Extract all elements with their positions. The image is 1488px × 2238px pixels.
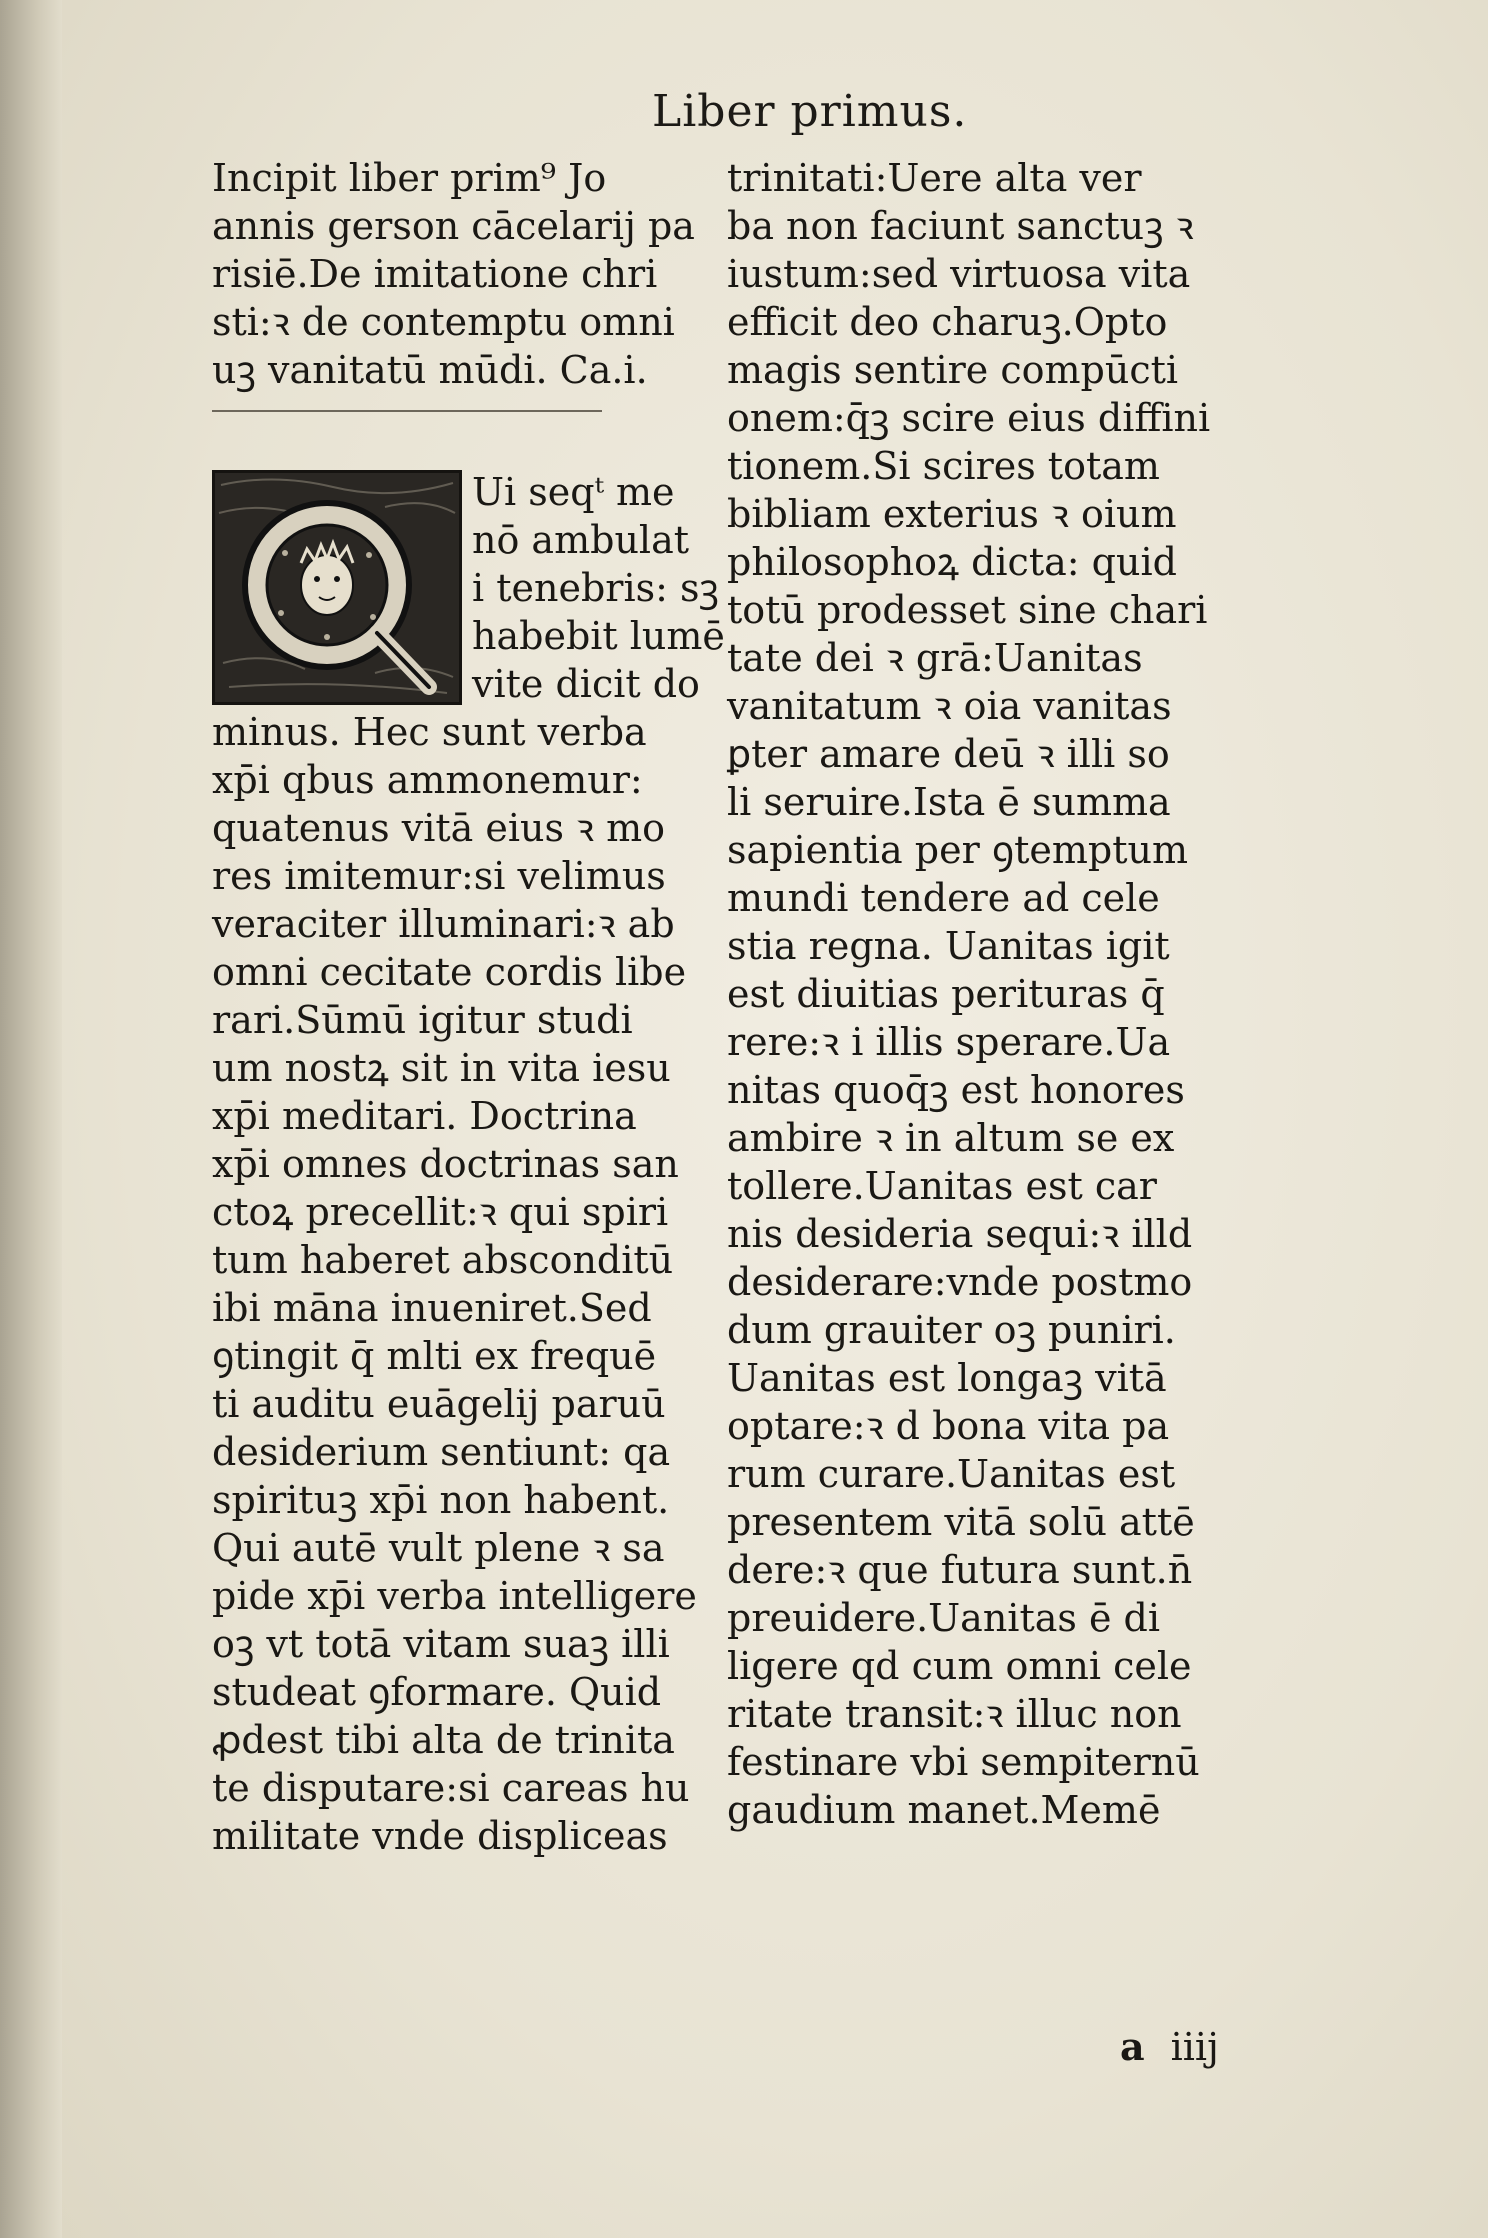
text-line: i tenebris: sꝫ	[472, 566, 719, 610]
text-line: rari.Sūmū igitur studi	[212, 998, 633, 1042]
text-line: vite dicit do	[472, 662, 700, 706]
text-line: xp̄i qbus ammonemur:	[212, 758, 643, 802]
text-line: ligere qd cum omni cele	[727, 1644, 1192, 1688]
text-line: trinitati:Uere alta ver	[727, 156, 1142, 200]
text-line: rum curare.Uanitas est	[727, 1452, 1176, 1496]
text-line: ꝯtingit q̄ mlti ex frequē	[212, 1334, 657, 1378]
text-line: sapientia per ꝯtemptum	[727, 828, 1189, 872]
text-line: ctoꝝ precellit:ꝛ qui spiri	[212, 1190, 669, 1234]
text-line: omni cecitate cordis libe	[212, 950, 687, 994]
text-line: sti:ꝛ de contemptu omni	[212, 300, 675, 344]
text-line: tate dei ꝛ grā:Uanitas	[727, 636, 1143, 680]
text-line: Uanitas est longaꝫ vitā	[727, 1356, 1167, 1400]
text-line: ꝑter amare deū ꝛ illi so	[727, 732, 1170, 776]
text-line: uꝫ vanitatū mūdi. Ca.i.	[212, 348, 648, 392]
text-line: festinare vbi sempiternū	[727, 1740, 1200, 1784]
text-line: onem:q̄ꝫ scire eius diffini	[727, 396, 1211, 440]
text-line: risiē.De imitatione chri	[212, 252, 658, 296]
text-line: annis gerson cācelarij pa	[212, 204, 695, 248]
chapter-heading-rule	[212, 410, 602, 412]
text-line: Qui autē vult plene ꝛ sa	[212, 1526, 665, 1570]
text-line: dere:ꝛ que futura sunt.n̄	[727, 1548, 1193, 1592]
gathering-signature: a	[1120, 2024, 1145, 2069]
text-line: xp̄i omnes doctrinas san	[212, 1142, 679, 1186]
text-line: gaudium manet.Memē	[727, 1788, 1161, 1832]
text-line: nitas quoq̄ꝫ est honores	[727, 1068, 1185, 1112]
text-line: habebit lumē	[472, 614, 725, 658]
woodcut-initial-q-icon	[215, 473, 459, 702]
folio-number: iiij	[1170, 2025, 1219, 2069]
text-line: ti auditu euāgelij paruū	[212, 1382, 666, 1426]
text-line: optare:ꝛ d bona vita pa	[727, 1404, 1170, 1448]
text-line: militate vnde displiceas	[212, 1814, 668, 1858]
text-line: oꝫ vt totā vitam suaꝫ illi	[212, 1622, 670, 1666]
text-line: studeat ꝯformare. Quid	[212, 1670, 662, 1714]
signature-mark	[1120, 2024, 1219, 2069]
text-line: dum grauiter oꝫ puniri.	[727, 1308, 1176, 1352]
text-line: Ui seqᵗ me	[472, 470, 675, 514]
text-line: veraciter illuminari:ꝛ ab	[212, 902, 675, 946]
text-line: efficit deo charuꝫ.Opto	[727, 300, 1168, 344]
text-line: ambire ꝛ in altum se ex	[727, 1116, 1175, 1160]
text-line: xp̄i meditari. Doctrina	[212, 1094, 637, 1138]
text-line: preuidere.Uanitas ē di	[727, 1596, 1161, 1640]
text-line: rere:ꝛ i illis sperare.Ua	[727, 1020, 1171, 1064]
text-line: um nostꝝ sit in vita iesu	[212, 1046, 671, 1090]
text-line: ibi māna inueniret.Sed	[212, 1286, 652, 1330]
text-line: vanitatum ꝛ oia vanitas	[727, 684, 1172, 728]
text-line: li seruire.Ista ē summa	[727, 780, 1171, 824]
text-line: tionem.Si scires totam	[727, 444, 1160, 488]
text-line: desiderium sentiunt: qa	[212, 1430, 671, 1474]
text-line: res imitemur:si velimus	[212, 854, 666, 898]
text-line: magis sentire compūcti	[727, 348, 1179, 392]
text-line: bibliam exterius ꝛ oium	[727, 492, 1177, 536]
text-line: iustum:sed virtuosa vita	[727, 252, 1191, 296]
text-line: nō ambulat	[472, 518, 689, 562]
text-line: minus. Hec sunt verba	[212, 710, 647, 754]
text-line: desiderare:vnde postmo	[727, 1260, 1193, 1304]
text-line: ba non faciunt sanctuꝫ ꝛ	[727, 204, 1194, 248]
text-line: presentem vitā solū attē	[727, 1500, 1195, 1544]
text-line: ꝓdest tibi alta de trinita	[212, 1718, 675, 1762]
binding-gutter	[0, 0, 62, 2238]
text-line: totū prodesset sine chari	[727, 588, 1208, 632]
text-line: pide xp̄i verba intelligere	[212, 1574, 697, 1618]
text-line: quatenus vitā eius ꝛ mo	[212, 806, 666, 850]
text-line: tollere.Uanitas est car	[727, 1164, 1157, 1208]
text-line: philosophoꝝ dicta: quid	[727, 540, 1177, 584]
text-line: stia regna. Uanitas igit	[727, 924, 1170, 968]
text-line: tum haberet absconditū	[212, 1238, 674, 1282]
text-line: spirituꝫ xp̄i non habent.	[212, 1478, 670, 1522]
book-page	[62, 0, 1488, 2238]
text-line: mundi tendere ad cele	[727, 876, 1160, 920]
running-head: Liber primus.	[652, 86, 968, 137]
text-line: nis desideria sequi:ꝛ illd	[727, 1212, 1193, 1256]
text-line: est diuitias perituras q̄	[727, 972, 1165, 1016]
text-line: te disputare:si careas hu	[212, 1766, 690, 1810]
text-line: Incipit liber prim⁹ Jo	[212, 156, 607, 200]
text-line: ritate transit:ꝛ illuc non	[727, 1692, 1182, 1736]
woodcut-initial-q	[212, 470, 462, 705]
